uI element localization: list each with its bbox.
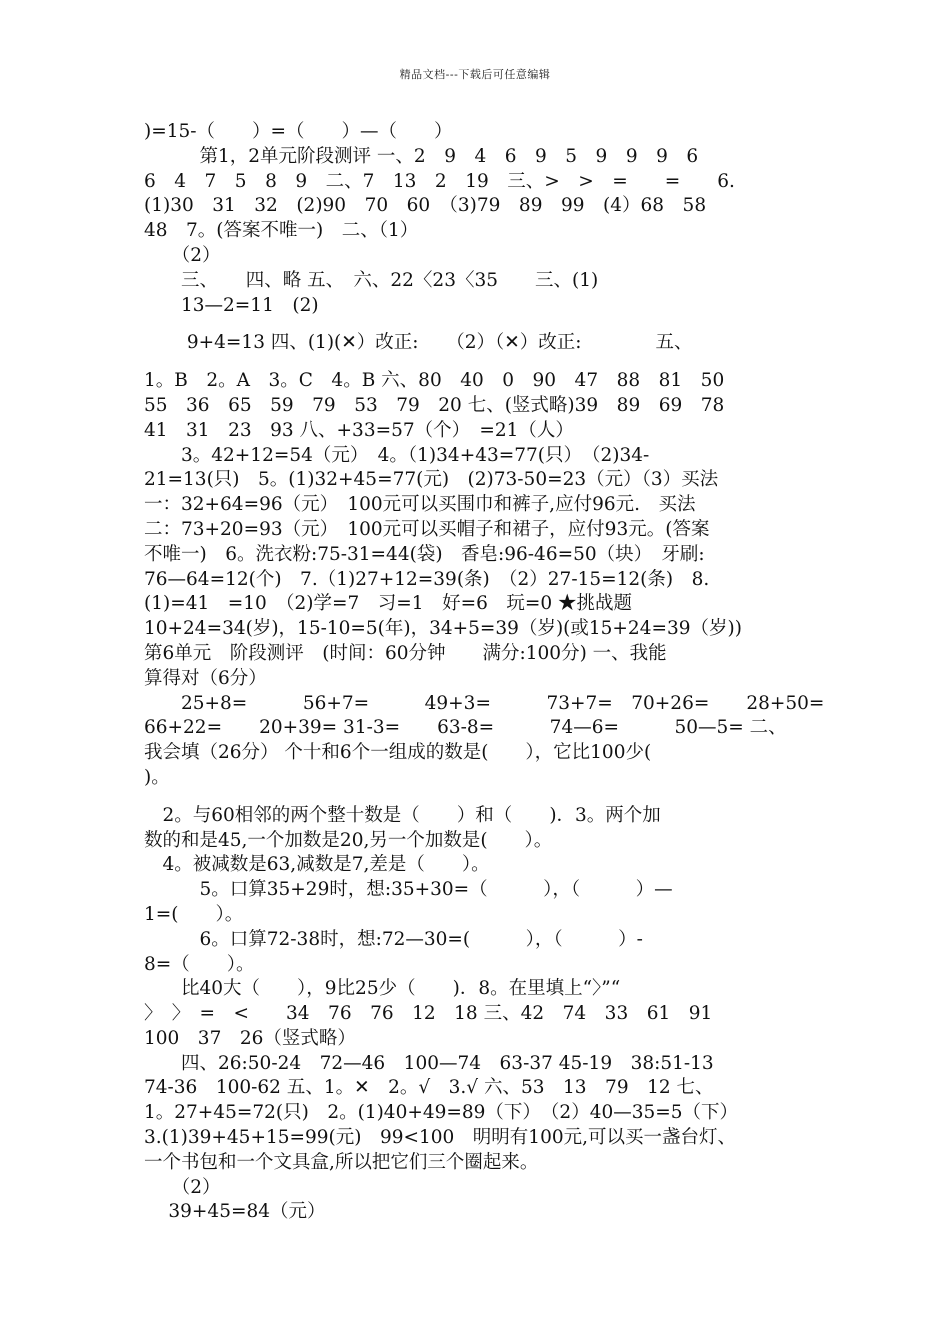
text-line: 二：73+20=93（元） 100元可以买帽子和裙子，应付93元。(答案 bbox=[144, 518, 710, 540]
text-line: 25+8= 56+7= 49+3= 73+7= 70+26= 28+50= bbox=[144, 692, 825, 714]
text-line: 10+24=34(岁)，15-10=5(年)，34+5=39（岁)(或15+24=39（岁)) bbox=[144, 618, 742, 640]
text-line: 9+4=13 四、(1)(✕）改正: （2）（✕）改正: 五、 bbox=[144, 332, 693, 354]
text-line: (1)30 31 32 (2)90 70 60 （3)79 89 99 (4）68 58 bbox=[144, 195, 707, 217]
text-line: 6。口算72-38时，想:72—30=( ），（ ）- bbox=[144, 928, 643, 950]
text-line: 〉 〉 = < 34 76 76 12 18 三、42 74 33 61 91 bbox=[144, 1003, 713, 1025]
text-line: 3。42+12=54（元） 4。（1)34+43=77(只） （2)34- bbox=[144, 444, 650, 466]
text-line: 100 37 26（竖式略） bbox=[144, 1027, 356, 1049]
text-line: 比40大（ ），9比25少（ )．8。在里填上“〉”“ bbox=[144, 978, 621, 1000]
text-line: 2。与60相邻的两个整十数是（ ）和（ )．3。两个加 bbox=[144, 804, 661, 826]
text-line: 四、26:50-24 72—46 100—74 63-37 45-19 38:51-13 bbox=[144, 1052, 714, 1074]
text-line: 一个书包和一个文具盒,所以把它们三个圈起来。 bbox=[144, 1151, 539, 1173]
text-line: 74-36 100-62 五、1。✕ 2。√ 3.√ 六、53 13 79 12 七、 bbox=[144, 1077, 714, 1099]
text-line: 第6单元 阶段测评 (时间：60分钟 满分:100分) 一、我能 bbox=[144, 642, 667, 664]
text-line: 66+22= 20+39= 31-3= 63-8= 74—6= 50—5= 二、 bbox=[144, 717, 787, 739]
text-line: )。 bbox=[144, 766, 170, 788]
text-line bbox=[144, 356, 814, 369]
text-line: 一：32+64=96（元） 100元可以买围巾和裤子,应付96元. 买法 bbox=[144, 494, 696, 516]
text-line: 1=( ）。 bbox=[144, 903, 244, 925]
text-line: 55 36 65 59 79 53 79 20 七、(竖式略)39 89 69 78 bbox=[144, 394, 725, 416]
text-line: 39+45=84（元） bbox=[144, 1201, 326, 1223]
text-line: (1)=41 =10 （2)学=7 习=1 好=6 玩=0 ★挑战题 bbox=[144, 593, 632, 615]
text-line: 4。被减数是63,减数是7,差是（ ）。 bbox=[144, 854, 490, 876]
text-line bbox=[144, 318, 814, 331]
text-line: 6 4 7 5 8 9 二、7 13 2 19 三、> > = = 6. bbox=[144, 170, 735, 192]
text-line: 13—2=11 (2) bbox=[144, 294, 319, 316]
text-line: （2） bbox=[144, 244, 221, 266]
text-line: 76—64=12(个) 7.（1)27+12=39(条) （2）27-15=12(条) 8. bbox=[144, 568, 710, 590]
text-line: 1。27+45=72(只) 2。(1)40+49=89（下） （2）40—35=5（下） bbox=[144, 1102, 739, 1124]
text-line: )=15-（ ）=（ ）—（ ） bbox=[144, 121, 453, 142]
text-line: 1。B 2。A 3。C 4。B 六、80 40 0 90 47 88 81 50 bbox=[144, 370, 725, 392]
text-line: 三、 四、略 五、 六、22〈23〈35 三、(1) bbox=[144, 269, 599, 291]
text-line: 第1，2单元阶段测评 一、2 9 4 6 9 5 9 9 9 6 bbox=[144, 145, 699, 167]
text-line: 数的和是45,一个加数是20,另一个加数是( ）。 bbox=[144, 829, 553, 851]
text-line bbox=[144, 791, 814, 804]
text-line: 不唯一) 6。洗衣粉:75-31=44(袋) 香皂:96-46=50（块） 牙刷: bbox=[144, 543, 705, 565]
text-line: 算得对（6分） bbox=[144, 667, 267, 689]
text-line: 3.(1)39+45+15=99(元) 99<100 明明有100元,可以买一盏台灯、 bbox=[144, 1127, 737, 1149]
text-line: 8=（ ）。 bbox=[144, 953, 255, 975]
document-body bbox=[144, 120, 825, 1225]
page-header: 精品文档---下载后可任意编辑 bbox=[399, 68, 551, 81]
text-line: 21=13(只) 5。(1)32+45=77(元) (2)73-50=23（元）（3）买法 bbox=[144, 469, 719, 491]
text-line: 48 7。(答案不唯一) 二、（1） bbox=[144, 220, 419, 242]
text-line: 我会填（26分） 个十和6个一组成的数是( ），它比100少( bbox=[144, 742, 652, 764]
text-line: 41 31 23 93 八、+33=57（个） =21（人） bbox=[144, 419, 574, 441]
text-line: 5。口算35+29时，想:35+30=（ ），（ ）— bbox=[144, 879, 673, 901]
text-line: （2） bbox=[144, 1176, 221, 1198]
